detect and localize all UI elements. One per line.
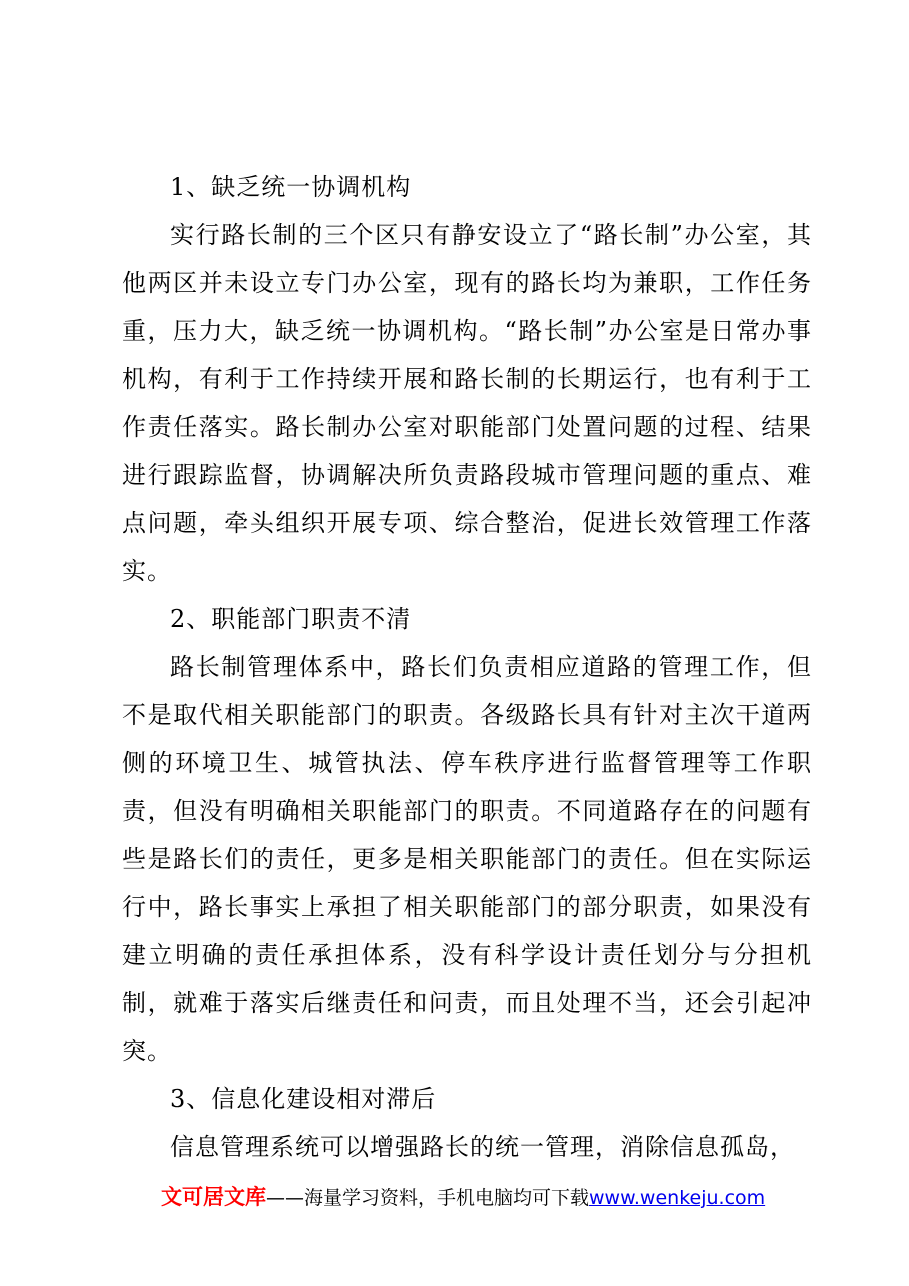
document-body xyxy=(122,163,812,1171)
section-heading-3: 3、信息化建设相对滞后 xyxy=(170,1085,437,1113)
section-paragraph-1: 实行路长制的三个区只有静安设立了“路长制”办公室，其他两区并未设立专门办公室，现有的路长均为兼职，工作任务重，压力大，缺乏统一协调机构。“路长制”办公室是日常办事机构，有利于工作持续开展和路长制的长期运行，也有利于工作责任落实。路长制办公室对职能部门处置问题的过程、结果进行跟踪监督，协调解决所负责路段城市管理问题的重点、难点问题，牵头组织开展专项、综合整治，促进长效管理工作落实。 xyxy=(122,221,812,585)
section-heading-1: 1、缺乏统一协调机构 xyxy=(170,173,412,201)
section-heading-2: 2、职能部门职责不清 xyxy=(170,605,412,633)
section-paragraph-3: 信息管理系统可以增强路长的统一管理，消除信息孤岛， xyxy=(170,1133,795,1161)
footer-link[interactable]: www.wenkeju.com xyxy=(589,1187,766,1209)
section-paragraph-2: 路长制管理体系中，路长们负责相应道路的管理工作，但不是取代相关职能部门的职责。各级路长具有针对主次干道两侧的环境卫生、城管执法、停车秩序进行监督管理等工作职责，但没有明确相关职能部门的职责。不同道路存在的问题有些是路长们的责任，更多是相关职能部门的责任。但在实际运行中，路长事实上承担了相关职能部门的部分职责，如果没有建立明确的责任承担体系，没有科学设计责任划分与分担机制，就难于落实后继责任和问责，而且处理不当，还会引起冲突。 xyxy=(122,653,812,1065)
footer-watermark xyxy=(161,1182,765,1212)
footer-brand: 文可居文库 xyxy=(161,1185,266,1209)
footer-tagline: ——海量学习资料，手机电脑均可下载 xyxy=(266,1187,590,1209)
